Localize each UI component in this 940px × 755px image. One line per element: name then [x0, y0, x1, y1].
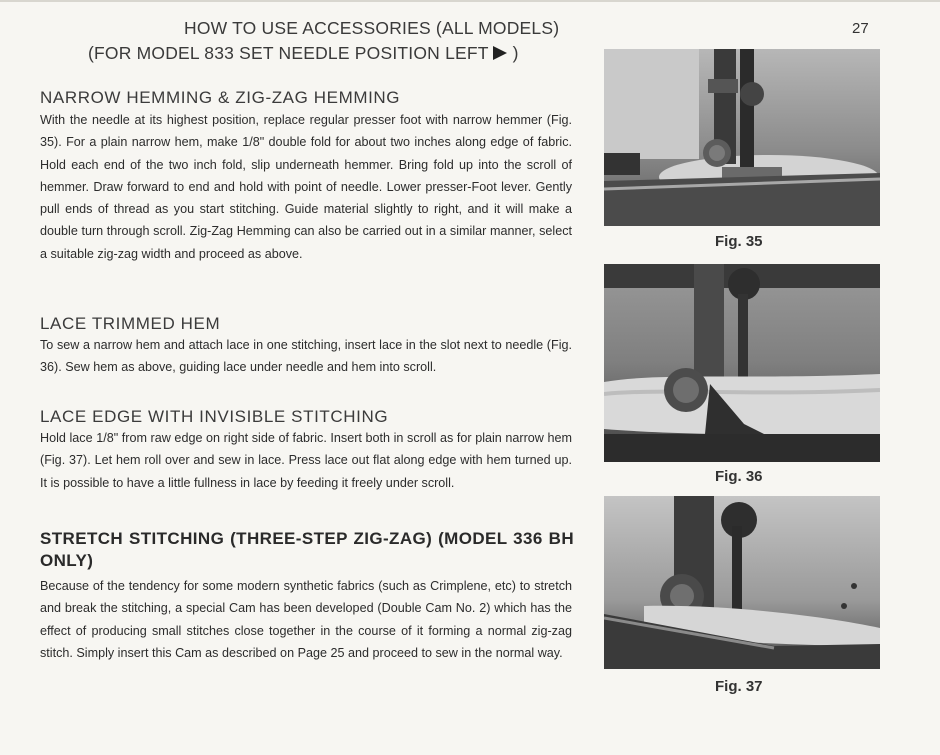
- figure-37-caption: Fig. 37: [715, 678, 763, 695]
- title-line-2-close: ): [512, 43, 519, 63]
- figure-36-photo: [604, 264, 880, 462]
- page-title-line-2: [88, 43, 519, 64]
- title-line-2-text: (FOR MODEL 833 SET NEEDLE POSITION LEFT: [88, 43, 489, 63]
- sewing-machine-lace-edge-illustration: [604, 496, 880, 669]
- section-body-narrow-hemming: [40, 109, 572, 265]
- page-number: 27: [852, 20, 869, 37]
- section-body-stretch-stitching: [40, 575, 572, 664]
- sewing-machine-hemmer-illustration: [604, 49, 880, 226]
- paragraph-lace-trimmed-hem: To sew a narrow hem and attach lace in one stitching, insert lace in the slot next to needle (Fig. 36). Sew hem as above, guiding lace under needle and hem into scroll.: [40, 338, 572, 375]
- figure-35-photo: [604, 49, 880, 226]
- section-body-lace-trimmed-hem: [40, 334, 572, 379]
- sewing-machine-lace-hem-illustration: [604, 264, 880, 462]
- section-body-lace-edge: [40, 427, 572, 494]
- section-heading-lace-trimmed-hem: LACE TRIMMED HEM: [40, 314, 221, 333]
- page-title-line-1: HOW TO USE ACCESSORIES (ALL MODELS): [184, 18, 560, 38]
- paragraph-lace-edge: Hold lace 1/8" from raw edge on right side of fabric. Insert both in scroll as for plain narrow hem (Fig. 37). Let hem roll over and sew in lace. Press lace out flat along edge with hem turned up. It is possible to have a little fullness in lace by feeding it freely under scroll.: [40, 431, 572, 490]
- right-arrow-icon: [493, 46, 507, 60]
- section-heading-lace-edge: LACE EDGE WITH INVISIBLE STITCHING: [40, 407, 389, 426]
- figure-36-caption: Fig. 36: [715, 468, 763, 485]
- top-border: [0, 0, 940, 2]
- figure-35-caption: Fig. 35: [715, 233, 763, 250]
- section-heading-narrow-hemming: NARROW HEMMING & ZIG-ZAG HEMMING: [40, 88, 401, 107]
- figure-37-photo: [604, 496, 880, 669]
- section-heading-stretch-stitching: STRETCH STITCHING (THREE-STEP ZIG-ZAG) (MODEL 336 BH ONLY): [40, 529, 574, 570]
- paragraph-narrow-hemming: With the needle at its highest position, replace regular presser foot with narrow hemmer (Fig. 35). For a plain narrow hem, make 1/8" double fold for about two inches along edge of fabric. Hold each end of the two inch fold, slip underneath hemmer. Bring fold up into the scroll of hemmer. Draw forward to end and hold with point of needle. Lower presser-Foot lever. Gently pull ends of thread as you start stitching. Guide material slightly to right, and it will make a double turn through scroll. Zig-Zag Hemming can also be carried out in a similar manner, select a suitable zig-zag width and proceed as above.: [40, 113, 572, 261]
- paragraph-stretch-stitching: Because of the tendency for some modern synthetic fabrics (such as Crimplene, etc) to stretch and break the stitching, a special Cam has been developed (Double Cam No. 2) which has the effect of producing small stitches close together in the course of it forming a normal zig-zag stitch. Simply insert this Cam as described on Page 25 and proceed to sew in the normal way.: [40, 579, 572, 660]
